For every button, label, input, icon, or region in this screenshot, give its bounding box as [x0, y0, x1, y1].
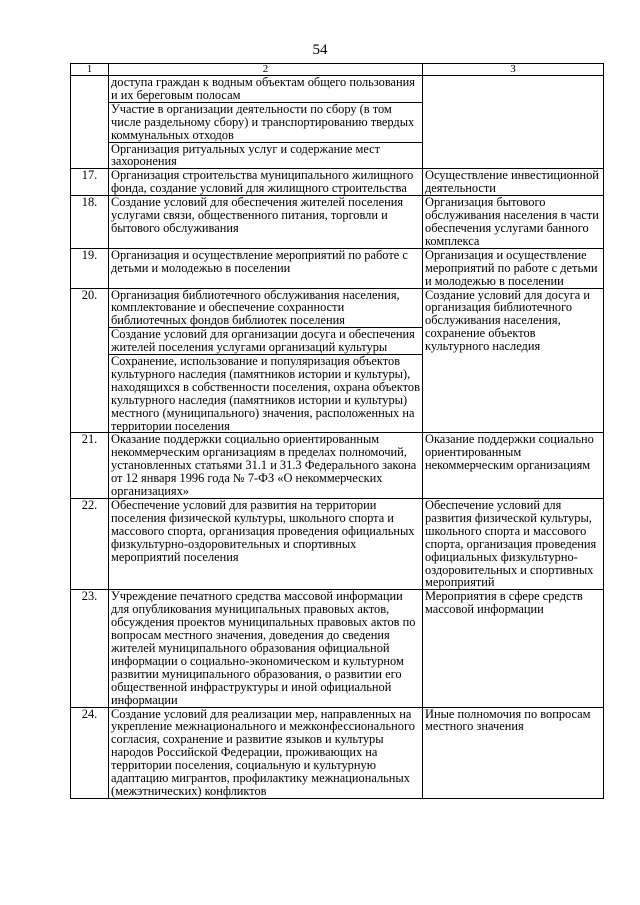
row-col2-part: Организация ритуальных услуг и содержание мест захоронения [109, 142, 422, 169]
row-col3: Осуществление инвестиционной деятельности [423, 169, 604, 196]
row-number: 18. [71, 196, 109, 249]
row-col2-part: Сохранение, использование и популяризация объектов культурного наследия (памятников истории и культуры), находящихся в собственности поселения, охрана объектов культурного наследия (памятников истории и культуры) местного (муниципального) значения, расположенных на территории поселения [109, 354, 422, 432]
row-col2: Создание условий для реализации мер, направленных на укрепление межнационального и межконфессионального согласия, сохранение и развитие языков и культуры народов Российской Федерации, проживающих на территории поселения, социальную и культурную адаптацию мигрантов, профилактику межнациональных (межэтнических) конфликтов [109, 707, 423, 798]
row-number: 24. [71, 707, 109, 798]
row-number: 23. [71, 590, 109, 707]
powers-table [70, 63, 604, 799]
row-number: 22. [71, 499, 109, 590]
row-col3: Обеспечение условий для развития физической культуры, школьного спорта и массового спорта, организация проведения официальных физкультурно-оздоровительных и спортивных мероприятий [423, 499, 604, 590]
row-col3 [423, 76, 604, 169]
row-col2-part: Организация библиотечного обслуживания населения, комплектование и обеспечение сохранности библиотечных фондов библиотек поселения [111, 287, 400, 328]
table-row [71, 288, 604, 433]
row-col3: Оказание поддержки социально ориентированным некоммерческим организациям [423, 433, 604, 499]
page-number: 54 [312, 42, 328, 58]
table-row [71, 590, 604, 707]
row-col3: Создание условий для досуга и организация библиотечного обслуживания населения, сохранение объектов культурного наследия [423, 288, 604, 433]
header-col-3: 3 [423, 64, 604, 76]
table-row [71, 169, 604, 196]
table-row-continuation [71, 76, 604, 169]
row-number [71, 76, 109, 169]
row-number: 19. [71, 248, 109, 288]
row-col3: Мероприятия в сфере средств массовой информации [423, 590, 604, 707]
row-col3: Организация бытового обслуживания населения в части обеспечения услугами банного комплекса [423, 196, 604, 249]
row-col2: Организация и осуществление мероприятий по работе с детьми и молодежью в поселении [109, 248, 423, 288]
row-col2: Обеспечение условий для развития на территории поселения физической культуры, школьного спорта и массового спорта, организация проведения официальных физкультурно-оздоровительных и спортивных мероприятий поселения [109, 499, 423, 590]
table-row [71, 707, 604, 798]
row-col2-part: Создание условий для организации досуга и обеспечения жителей поселения услугами организаций культуры [109, 327, 422, 354]
header-col-1: 1 [71, 64, 109, 76]
row-number: 17. [71, 169, 109, 196]
row-col2-part: доступа граждан к водным объектам общего пользования и их береговым полосам [111, 75, 415, 102]
row-col2: Создание условий для обеспечения жителей поселения услугами связи, общественного питания, торговли и бытового обслуживания [109, 196, 423, 249]
row-col2: Оказание поддержки социально ориентированным некоммерческим организациям в пределах полномочий, установленных статьями 31.1 и 31.3 Федерального закона от 12 января 1996 года № 7-ФЗ «О некоммерческих организациях» [109, 433, 423, 499]
table-row [71, 196, 604, 249]
row-col3: Иные полномочия по вопросам местного значения [423, 707, 604, 798]
row-col2-part: Участие в организации деятельности по сбору (в том числе раздельному сбору) и транспортированию твердых коммунальных отходов [109, 102, 422, 142]
row-col2 [109, 288, 423, 433]
table-row [71, 248, 604, 288]
row-number: 21. [71, 433, 109, 499]
row-number: 20. [71, 288, 109, 433]
row-col2 [109, 76, 423, 169]
table-row [71, 433, 604, 499]
header-col-2: 2 [109, 64, 423, 76]
row-col2: Организация строительства муниципального жилищного фонда, создание условий для жилищного строительства [109, 169, 423, 196]
table-row [71, 499, 604, 590]
row-col3: Организация и осуществление мероприятий по работе с детьми и молодежью в поселении [423, 248, 604, 288]
table-header-row [71, 64, 604, 76]
row-col2: Учреждение печатного средства массовой информации для опубликования муниципальных правовых актов, обсуждения проектов муниципальных правовых актов по вопросам местного значения, доведения до сведения жителей муниципального образования официальной информации о социально-экономическом и культурном развитии муниципального образования, о развитии его общественной инфраструктуры и иной официальной информации [109, 590, 423, 707]
